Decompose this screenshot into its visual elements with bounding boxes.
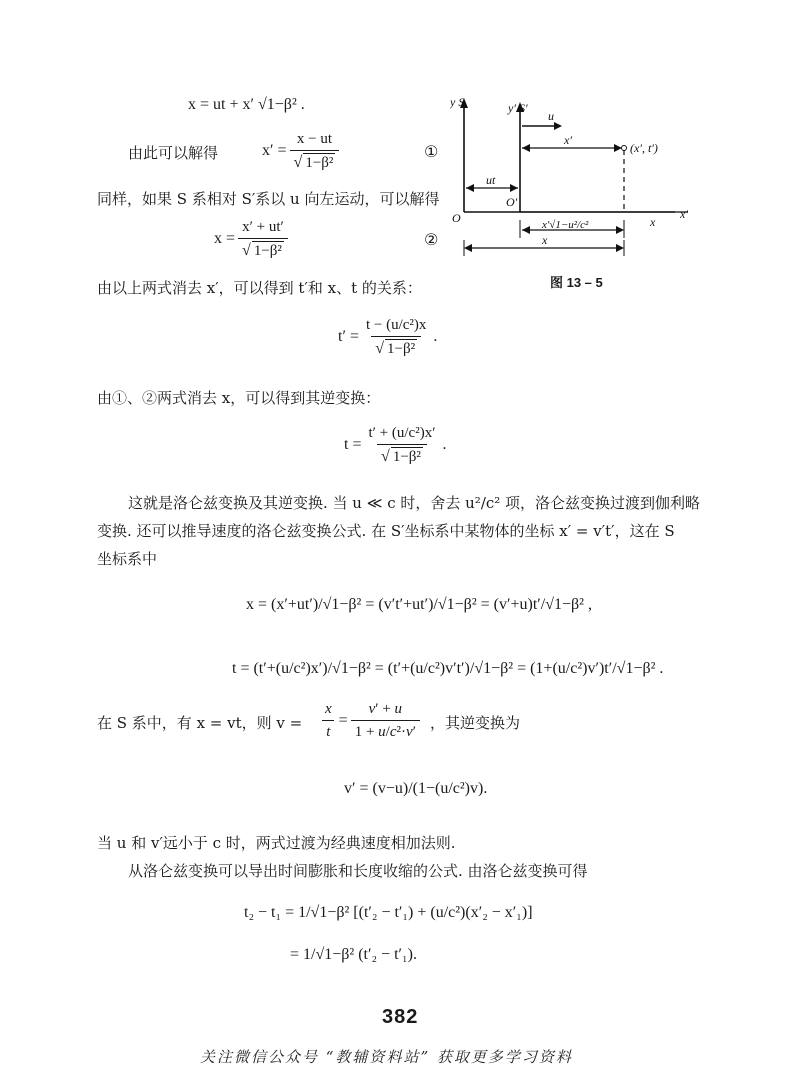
ut-arrow-left — [466, 184, 474, 192]
eq4-numerator: t′ + (u/c²)x′ — [368, 425, 436, 441]
para-same: 同样，如果 S 系相对 S′系以 u 向左运动，可以解得 — [97, 190, 440, 208]
v-fraction-den: 1 + u/c²·v′ — [351, 720, 420, 741]
equation-top — [188, 96, 305, 114]
eq4-denominator: √ 1−β² — [377, 444, 427, 466]
eq2-den-text: 1−β² — [253, 243, 282, 259]
label-o-prime: O′ — [506, 195, 518, 209]
para-classical: 当 u 和 v′远小于 c 时，两式过渡为经典速度相加法则. — [97, 834, 456, 852]
eq3-fraction — [362, 316, 430, 358]
label-x-axis: x — [650, 215, 656, 229]
v-fraction-num: v′ + u — [368, 701, 403, 717]
label-y-s: y S — [450, 95, 465, 109]
equation-1 — [262, 130, 342, 172]
eq1-lhs: x′ = — [262, 142, 287, 159]
eq4-fraction — [364, 424, 439, 466]
eq3-den-text: 1−β² — [387, 341, 416, 357]
label-point: (x′, t′) — [630, 141, 658, 155]
v-x-over-t: $\frac{x}{t}$ = $\frac{v' + u}{\text{1 + u/c²·v′}}$ — [318, 700, 423, 741]
solve-label: 由此可以解得 — [128, 144, 219, 162]
label-y-s-prime: y′ S′ — [508, 101, 528, 115]
event-point — [622, 146, 627, 151]
x-over-t-den: t — [322, 720, 334, 741]
label-x-bottom: x — [542, 233, 548, 247]
contracted-arrow-left — [522, 226, 530, 234]
para-time: 从洛仑兹变换可以导出时间膨胀和长度收缩的公式. 由洛仑兹变换可得 — [128, 862, 588, 880]
ut-arrow-right — [510, 184, 518, 192]
equation-6: t = (t′+(u/c²)x′)/√1−β² = (t′+(u/c²)v′t′)/√1−β² = (1+(u/c²)v′)t′/√1−β² . — [232, 660, 664, 677]
equation-top-text: x = ut + x′ √1−β² . — [188, 96, 305, 113]
eq2-numerator: x′ + ut′ — [242, 219, 284, 235]
para-lorentz-2: 变换. 还可以推导速度的洛仑兹变换公式. 在 S′坐标系中某物体的坐标 x′ = v′t′，这在 S — [97, 522, 675, 540]
label-contracted: x′√1−u²/c² — [542, 219, 589, 231]
eq1-numerator: x − ut — [296, 131, 333, 147]
eq4-den-text: 1−β² — [392, 449, 421, 465]
v-fraction — [351, 700, 420, 741]
para-lorentz-3: 坐标系中 — [97, 550, 158, 568]
equation-9: = 1/√1−β² (t′₂ − t′₁). — [290, 946, 417, 963]
eq3-denominator: √ 1−β² — [371, 336, 421, 358]
eq3-numerator: t − (u/c²)x — [365, 317, 427, 333]
label-o: O — [452, 211, 461, 225]
contracted-arrow-right — [616, 226, 624, 234]
label-ut: ut — [486, 173, 496, 187]
x-prime-arrow-head — [614, 144, 622, 152]
eq1-marker: ① — [424, 142, 439, 161]
footer-note: 关注微信公众号 “教辅资料站” 获取更多学习资料 — [200, 1048, 573, 1066]
label-x-prime: x′ — [564, 133, 572, 147]
x-over-t-num: x — [325, 701, 332, 717]
eq3-lhs: t′ = — [338, 328, 359, 345]
label-u: u — [548, 109, 554, 123]
equation-3: t′ = $\frac{\text{t − (u/c²)x}}{\text{√ 1−β²}}$ . — [338, 317, 438, 357]
para-eliminate: 由以上两式消去 x′，可以得到 t′和 x、t 的关系： — [97, 279, 422, 297]
eq1-denominator: √ 1−β² — [290, 150, 340, 172]
page-number: 382 — [382, 1006, 419, 1028]
eq2-fraction — [238, 218, 288, 260]
para-s-system-pre: 在 S 系中，有 x = vt，则 v = — [97, 714, 303, 732]
x-arrow-right — [616, 244, 624, 252]
x-prime-arrow-tail — [522, 144, 530, 152]
x-arrow-left — [464, 244, 472, 252]
equation-7: v′ = (v−u)/(1−(u/c²)v). — [344, 780, 488, 797]
eq4-lhs: t = — [344, 436, 362, 453]
x-over-t-fraction — [321, 700, 336, 741]
u-arrow-head — [554, 122, 562, 130]
para-inverse: 由①、②两式消去 x，可以得到其逆变换： — [97, 389, 381, 407]
eq1-fraction — [290, 130, 340, 172]
para-lorentz-1: 这就是洛仑兹变换及其逆变换. 当 u ≪ c 时，舍去 u²/c² 项，洛仑兹变换过渡到伽利略 — [128, 494, 701, 512]
eq2-denominator: √ 1−β² — [238, 238, 288, 260]
equation-8: t₂ − t₁ = 1/√1−β² [(t′₂ − t′₁) + (u/c²)(x′₂ − x′₁)] — [244, 904, 533, 921]
equation-2 — [214, 218, 291, 260]
figure-13-5 — [450, 88, 700, 288]
figure-caption: 图 13 – 5 — [550, 275, 603, 290]
equation-5: x = (x′+ut′)/√1−β² = (v′t′+ut′)/√1−β² = (v′+u)t′/√1−β² , — [246, 596, 592, 613]
equation-4: t = $\frac{\text{t′ + (u/c²)x′}}{\text{√ 1−β²}}$ . — [344, 425, 447, 465]
label-x-prime-axis: x′ — [680, 207, 688, 221]
eq2-marker: ② — [424, 230, 439, 249]
eq1-den-text: 1−β² — [305, 155, 334, 171]
eq2-lhs: x = — [214, 230, 236, 247]
para-s-system-post: ，其逆变换为 — [430, 714, 521, 732]
